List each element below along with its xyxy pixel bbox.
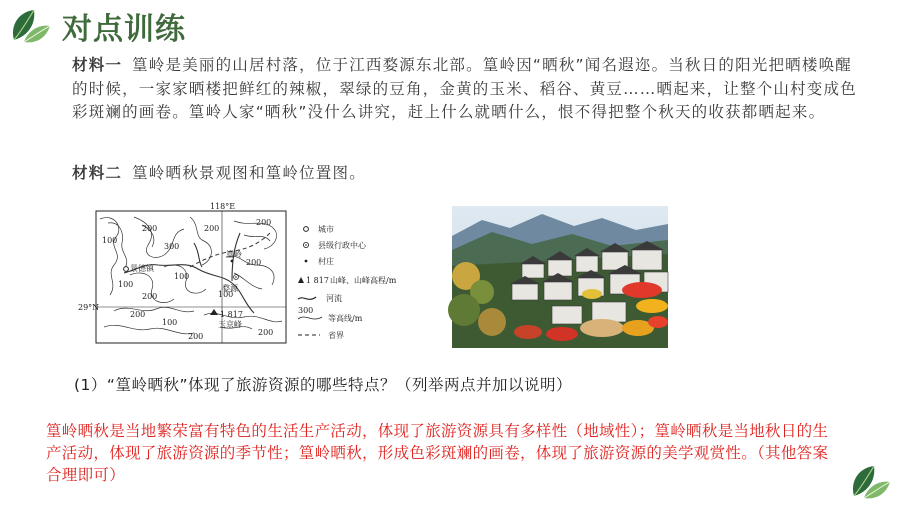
material-one-label: 材料一: [72, 56, 123, 74]
contour-label: 200: [142, 224, 158, 233]
city-name: 景德镇: [130, 264, 154, 273]
contour-label: 100: [118, 280, 134, 289]
material-two-text: 篁岭晒秋景观图和篁岭位置图。: [132, 164, 366, 182]
contour-label: 200: [188, 332, 204, 341]
legend-contour: 等高线/m: [328, 314, 363, 323]
legend-peak: 山峰、山峰高程/m: [330, 276, 397, 285]
contour-label: 200: [256, 218, 272, 227]
contour-label: 200: [246, 258, 262, 267]
material-one: [72, 54, 862, 125]
legend-river-icon: [298, 297, 316, 299]
legend-contour-value: 300: [298, 306, 314, 315]
legend-village-icon: [305, 260, 308, 263]
legend-city: 城市: [318, 225, 334, 234]
legend-river: 河流: [326, 294, 342, 303]
location-map: [78, 202, 436, 347]
legend-peak-icon: [298, 277, 304, 283]
legend-boundary: 省界: [328, 331, 344, 340]
village-marker-icon: [231, 260, 234, 263]
legend-county: 县级行政中心: [318, 241, 366, 250]
map-legend: [298, 224, 397, 340]
legend-peak-value: 1 817: [306, 276, 329, 285]
contour-label: 200: [258, 328, 274, 337]
legend-contour-icon: [298, 317, 322, 319]
contour-label: 300: [164, 242, 180, 251]
contour-label: 200: [130, 310, 146, 319]
latitude-label: 29°N: [78, 303, 100, 312]
material-two: [72, 162, 862, 186]
village-name: 篁岭: [226, 250, 242, 259]
page-title: 对点训练: [62, 12, 186, 47]
contour-label: 100: [162, 318, 178, 327]
leaf-decoration-icon: [8, 6, 52, 46]
contour-label: 100: [102, 236, 118, 245]
contour-label: 100: [174, 272, 190, 281]
longitude-label: 118°E: [210, 202, 236, 211]
county-name: 婺源: [222, 284, 238, 293]
peak-elevation: 1 817: [220, 310, 243, 319]
legend-village: 村庄: [318, 257, 334, 266]
contour-label: 100: [218, 290, 234, 299]
legend-city-icon: [304, 227, 309, 232]
answer-text: 篁岭晒秋是当地繁荣富有特色的生活生产活动，体现了旅游资源具有多样性（地域性）；篁岭晒秋是当地秋日的生产活动，体现了旅游资源的季节性；篁岭晒秋，形成色彩斑斓的画卷，体现了旅游资源的美学观赏性。（其他答案合理即可）: [46, 422, 829, 484]
question-text: (1）“篁岭晒秋”体现了旅游资源的哪些特点？（列举两点并加以说明）: [74, 376, 572, 394]
leaf-decoration-icon: [848, 462, 892, 502]
material-one-text: 篁岭是美丽的山居村落，位于江西婺源东北部。篁岭因“晒秋”闻名遐迩。当秋日的阳光把晒楼唤醒的时候，一家家晒楼把鲜红的辣椒，翠绿的豆角，金黄的玉米、稻谷、黄豆……晒起来，让整个山村变成色彩斑斓的画卷。篁岭人家“晒秋”没什么讲究，赶上什么就晒什么，恨不得把整个秋天的收获都晒起来。: [72, 56, 857, 121]
city-marker-icon: [124, 267, 129, 272]
material-two-label: 材料二: [72, 164, 123, 182]
peak-name: 玉京峰: [218, 320, 242, 329]
contour-label: 200: [204, 224, 220, 233]
sunning-autumn-photo: [452, 206, 668, 348]
contour-label: 200: [142, 292, 158, 301]
